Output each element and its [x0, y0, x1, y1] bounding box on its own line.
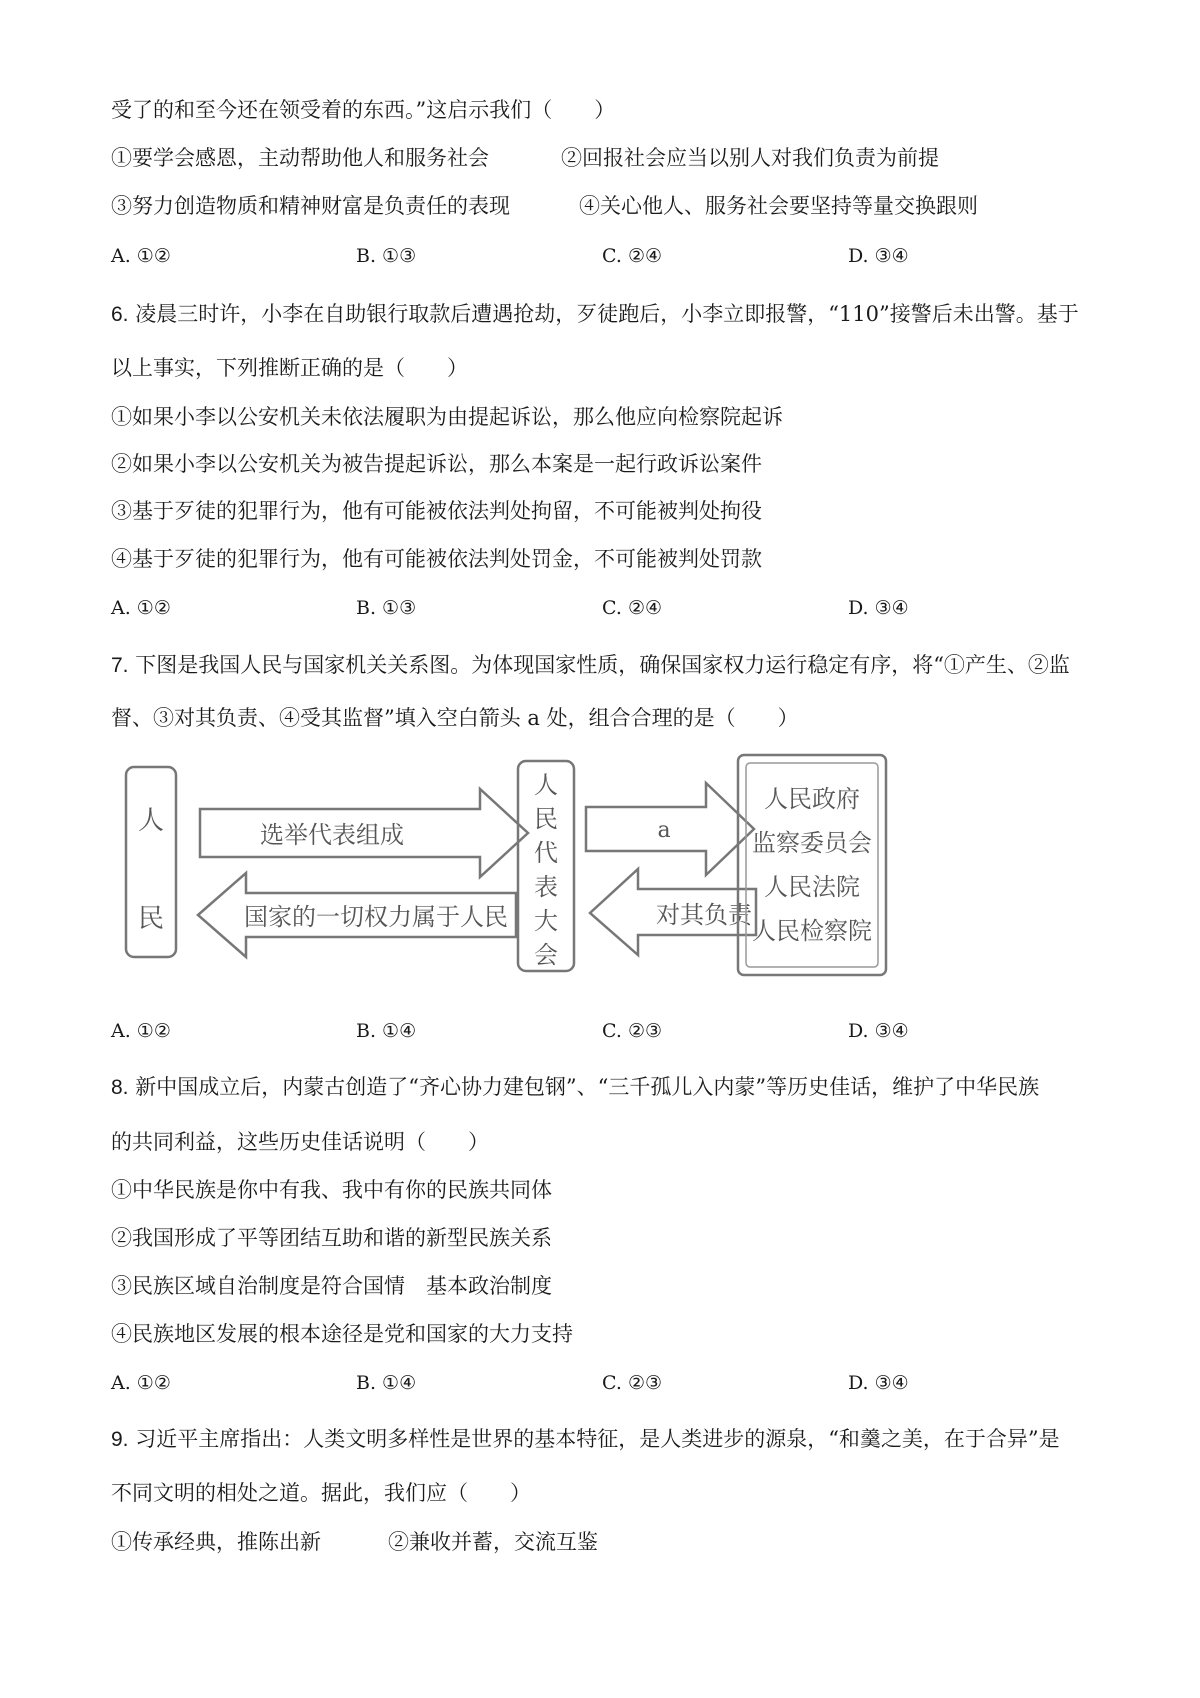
- q7-option-a[interactable]: A. ①②: [111, 1020, 171, 1042]
- q9-stem-line-1: [111, 1425, 1060, 1454]
- organ-procuratorate: 人民检察院: [752, 917, 872, 945]
- congress-char-2: 民: [534, 805, 558, 833]
- q6-statement-4: ④基于歹徒的犯罪行为，他有可能被依法判处罚金，不可能被判处罚款: [111, 547, 762, 571]
- q6-option-b[interactable]: B. ①③: [356, 597, 417, 619]
- q6-option-c[interactable]: C. ②④: [602, 597, 663, 619]
- q8-statement-4: ④民族地区发展的根本途径是党和国家的大力支持: [111, 1322, 573, 1346]
- people-state-organs-diagram: [108, 747, 958, 977]
- q5-statement-2: ②回报社会应当以别人对我们负责为前提: [561, 146, 939, 170]
- q6-stem-line-1: [111, 300, 1079, 329]
- q5-option-d[interactable]: D. ③④: [848, 245, 909, 267]
- q9-statement-2: ②兼收并蓄，交流互鉴: [388, 1530, 598, 1554]
- people-label-1: 人: [137, 806, 165, 836]
- q6-stem-line-2: 以上事实，下列推断正确的是（ ）: [111, 356, 468, 380]
- q8-option-b[interactable]: B. ①④: [356, 1372, 417, 1394]
- q9-statement-1: ①传承经典，推陈出新: [111, 1530, 321, 1554]
- q9-stem-line-2: 不同文明的相处之道。据此，我们应（ ）: [111, 1481, 531, 1505]
- organ-supervision: 监察委员会: [752, 829, 872, 857]
- q8-option-d[interactable]: D. ③④: [848, 1372, 909, 1394]
- q8-stem-text: 新中国成立后，内蒙古创造了“齐心协力建包钢”、“三千孤儿入内蒙”等历史佳话，维护了中华民族: [135, 1075, 1040, 1099]
- q5-statement-1: ①要学会感恩，主动帮助他人和服务社会: [111, 146, 489, 170]
- q5-option-a[interactable]: A. ①②: [111, 245, 171, 267]
- blank-arrow-a-label: a: [657, 818, 671, 843]
- responsible-arrow-label: 对其负责: [656, 901, 752, 929]
- q8-statement-1: ①中华民族是你中有我、我中有你的民族共同体: [111, 1178, 552, 1202]
- q7-option-b[interactable]: B. ①④: [356, 1020, 417, 1042]
- q7-number: 7.: [111, 654, 129, 677]
- q9-stem-text: 习近平主席指出：人类文明多样性是世界的基本特征，是人类进步的源泉，“和羹之美，在于合异”是: [135, 1427, 1060, 1451]
- q8-statement-2: ②我国形成了平等团结互助和谐的新型民族关系: [111, 1226, 552, 1250]
- power-arrow-label: 国家的一切权力属于人民: [244, 903, 508, 931]
- q7-option-d[interactable]: D. ③④: [848, 1020, 909, 1042]
- q5-stem-continued: 受了的和至今还在领受着的东西。”这启示我们（ ）: [111, 98, 616, 122]
- people-label-2: 民: [137, 904, 165, 934]
- q5-statement-4: ④关心他人、服务社会要坚持等量交换跟则: [579, 194, 978, 218]
- q5-option-b[interactable]: B. ①③: [356, 245, 417, 267]
- q8-option-a[interactable]: A. ①②: [111, 1372, 171, 1394]
- q9-number: 9.: [111, 1428, 129, 1451]
- q7-option-c[interactable]: C. ②③: [602, 1020, 663, 1042]
- q5-statement-3: ③努力创造物质和精神财富是负责任的表现: [111, 194, 510, 218]
- congress-char-6: 会: [534, 941, 558, 969]
- q7-stem-text: 下图是我国人民与国家机关关系图。为体现国家性质，确保国家权力运行稳定有序，将“①产生、②监: [135, 653, 1070, 677]
- congress-char-1: 人: [534, 771, 558, 799]
- q6-option-a[interactable]: A. ①②: [111, 597, 171, 619]
- q6-statement-1: ①如果小李以公安机关未依法履职为由提起诉讼，那么他应向检察院起诉: [111, 405, 783, 429]
- q6-stem-text: 凌晨三时许，小李在自助银行取款后遭遇抢劫，歹徒跑后，小李立即报警，“110”接警后未出警。基于: [135, 302, 1079, 326]
- q6-statement-3: ③基于歹徒的犯罪行为，他有可能被依法判处拘留，不可能被判处拘役: [111, 499, 762, 523]
- q7-stem-line-1: [111, 651, 1070, 680]
- congress-char-5: 大: [534, 907, 558, 935]
- q8-stem-line-2: 的共同利益，这些历史佳话说明（ ）: [111, 1130, 489, 1154]
- q7-stem-line-2: 督、③对其负责、④受其监督”填入空白箭头 a 处，组合合理的是（ ）: [111, 706, 799, 730]
- q8-number: 8.: [111, 1076, 129, 1099]
- organ-government: 人民政府: [764, 785, 860, 813]
- q6-option-d[interactable]: D. ③④: [848, 597, 909, 619]
- elect-arrow-label: 选举代表组成: [260, 821, 404, 849]
- congress-char-3: 代: [534, 839, 558, 867]
- q5-option-c[interactable]: C. ②④: [602, 245, 663, 267]
- q6-statement-2: ②如果小李以公安机关为被告提起诉讼，那么本案是一起行政诉讼案件: [111, 452, 762, 476]
- q8-option-c[interactable]: C. ②③: [602, 1372, 663, 1394]
- congress-char-4: 表: [534, 873, 558, 901]
- q6-number: 6.: [111, 303, 129, 326]
- q8-stem-line-1: [111, 1073, 1039, 1102]
- q8-statement-3: ③民族区域自治制度是符合国情 基本政治制度: [111, 1274, 552, 1298]
- organ-court: 人民法院: [764, 873, 860, 901]
